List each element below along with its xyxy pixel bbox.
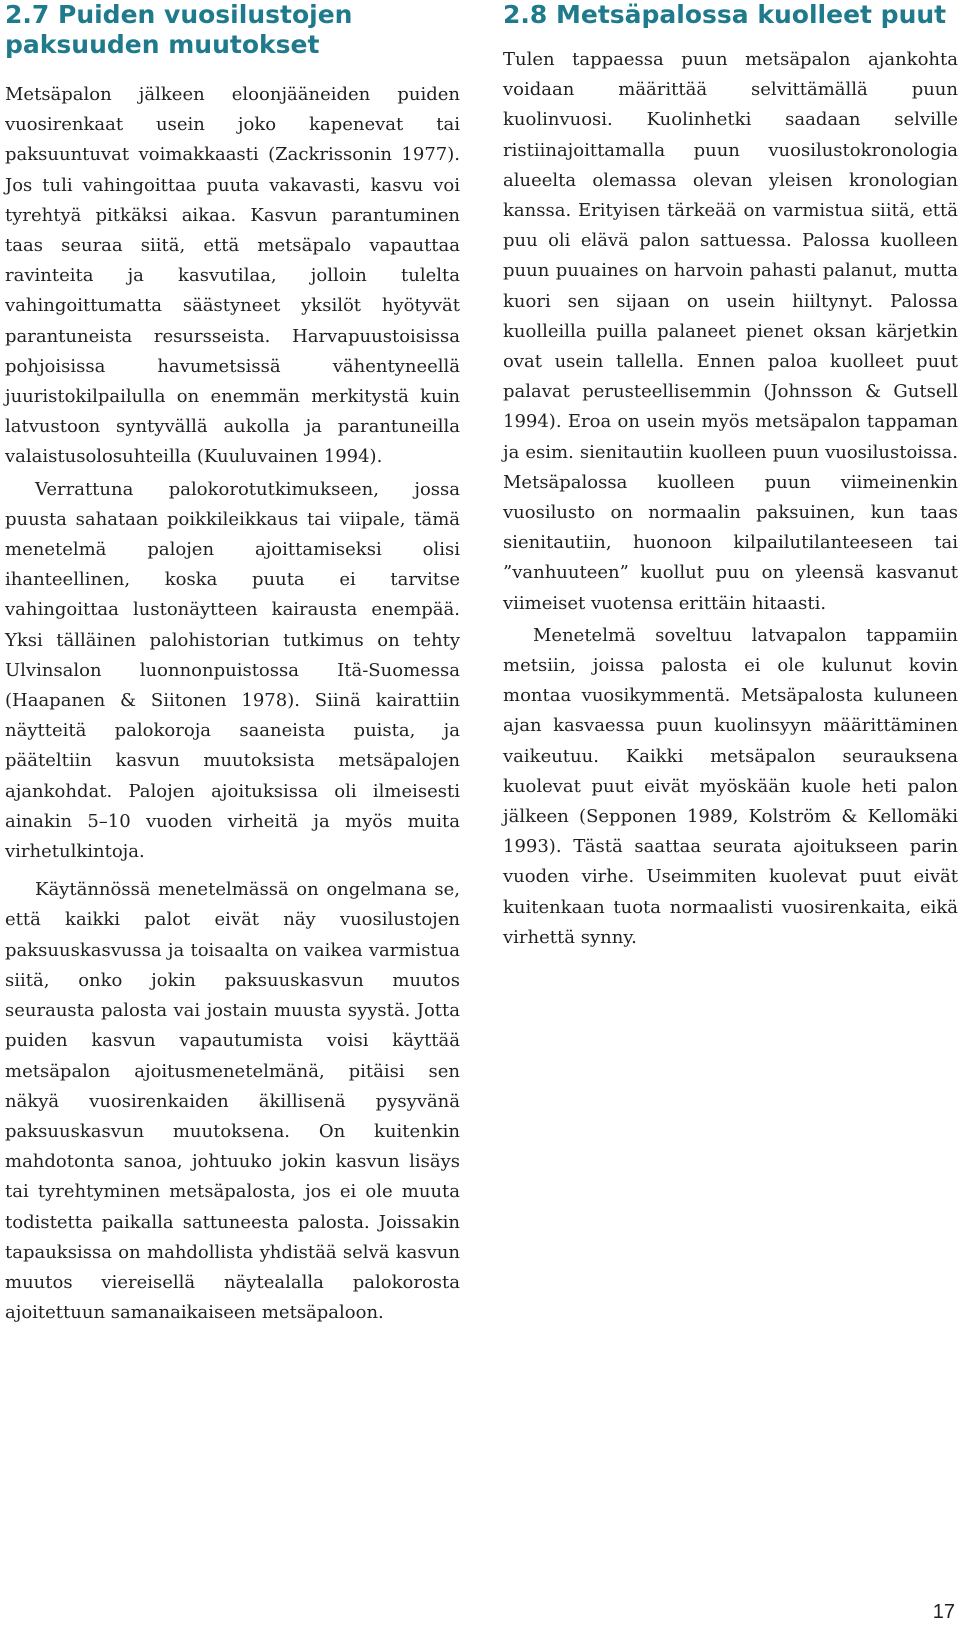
section-heading-2-7: 2.7 Puiden vuosilustojen paksuuden muutokset — [5, 0, 353, 59]
paragraph: Metsäpalon jälkeen eloonjääneiden puiden vuosirenkaat usein joko kapenevat tai paksuuntuvat voimakkaasti (Zackrissonin 1977). Jos tuli vahingoittaa puuta vakavasti, kasvu voi tyrehtyä pitkäksi aikaa. Kasvun parantuminen taas seuraa siitä, että metsäpalo vapauttaa ravinteita ja kasvutilaa, jolloin tulelta vahingoittumatta säästyneet yksilöt hyötyvät parantuneista resursseista. Harvapuustoisissa pohjoisissa havumetsissä vähentyneellä juuristokilpailulla on enemmän merkitystä kuin latvustoon syntyvällä aukolla ja parantuneilla valaistusolosuhteilla (Kuuluvainen 1994). — [5, 84, 460, 468]
section-heading-2-8: 2.8 Metsäpalossa kuolleet puut — [503, 0, 947, 29]
paragraph: Verrattuna palokorotutkimukseen, jossa puusta sahataan poikkileikkaus tai viipale, tämä menetelmä palojen ajoittamiseksi olisi ihanteellinen, koska puuta ei tarvitse vahingoittaa lustonäytteen kairausta enempää. Yksi tälläinen palohistorian tutkimus on tehty Ulvinsalon luonnonpuistossa Itä-Suomessa (Haapanen & Siitonen 1978). Siinä kairattiin näytteitä palokoroja saaneista puista, ja pääteltiin kasvun muutoksista metsäpalojen ajankohdat. Palojen ajoituksissa oli ilmeisesti ainakin 5–10 vuoden virheitä ja myös muita virhetulkintoja. — [5, 478, 460, 863]
page-number: 17 — [932, 1601, 955, 1623]
paragraph: Käytännössä menetelmässä on ongelmana se, että kaikki palot eivät näy vuosilustojen paksuuskasvussa ja toisaalta on vaikea varmistua siitä, onko jokin paksuuskasvun muutos seurausta palosta vai jostain muusta syystä. Jotta puiden kasvun vapautumista voisi käyttää metsäpalon ajoitusmenetelmänä, pitäisi sen näkyä vuosirenkaiden äkillisenä pysyvänä paksuuskasvun muutoksena. On kuitenkin mahdotonta sanoa, johtuuko jokin kasvun lisäys tai tyrehtyminen metsäpalosta, jos ei ole muuta todistetta paikalla sattuneesta palosta. Joissakin tapauksissa on mahdollista yhdistää selvä kasvun muutos viereisellä näytealalla palokorosta ajoitettuun samanaikaiseen metsäpaloon. — [5, 879, 460, 1324]
paragraph: Menetelmä soveltuu latvapalon tappamiin metsiin, joissa palosta ei ole kulunut kovin montaa vuosikymmentä. Metsäpalosta kuluneen ajan kasvaessa puun kuolinsyyn määrittäminen vaikeutuu. Kaikki metsäpalon seurauksena kuolevat puut eivät myöskään kuole heti palon jälkeen (Sepponen 1989, Kolström & Kellomäki 1993). Tästä saattaa seurata ajoitukseen parin vuoden virhe. Useimmiten kuolevat puut eivät kuitenkaan tuota normaalisti vuosirenkaita, eikä virhettä synny. — [503, 624, 958, 948]
paragraph: Tulen tappaessa puun metsäpalon ajankohta voidaan määrittää selvittämällä puun kuolinvuosi. Kuolinhetki saadaan selville ristiinajoittamalla puun vuosilustokronologia alueelta olemassa olevan yleisen kronologian kanssa. Erityisen tärkeää on varmistua siitä, että puu oli elävä palon sattuessa. Palossa kuolleen puun puuaines on harvoin pahasti palanut, mutta kuori sen sijaan on usein hiiltynyt. Palossa kuolleilla puilla palaneet pienet oksan kärjetkin ovat usein tallella. Ennen paloa kuolleet puut palavat perusteellisemmin (Johnsson & Gutsell 1994). Eroa on usein myös metsäpalon tappaman ja esim. sienitautiin kuolleen puun vuosilustoissa. Metsäpalossa kuolleen puun viimeinenkin vuosilusto on normaalin paksuinen, kun taas sienitautiin, huonoon kilpailutilanteeseen tai ”vanhuuteen” kuollut puu on yleensä kasvanut viimeiset vuotensa erittäin hitaasti. — [503, 49, 958, 614]
right-column — [503, 0, 958, 953]
left-column — [5, 0, 460, 1328]
